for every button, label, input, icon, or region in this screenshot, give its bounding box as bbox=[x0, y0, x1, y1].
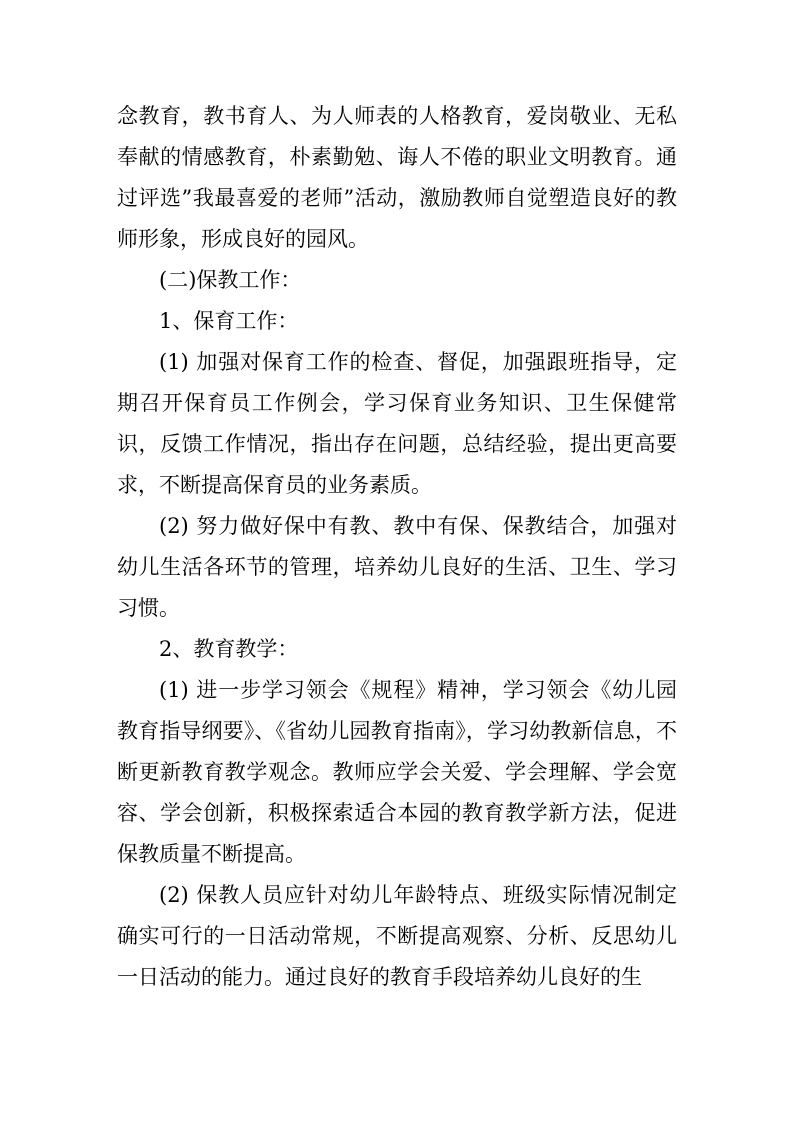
subsection-heading-care-work: 1、保育工作： bbox=[159, 309, 299, 333]
document-body bbox=[117, 96, 677, 998]
paragraph-teaching-item-2: (2) 保教人员应针对幼儿年龄特点、班级实际情况制定确实可行的一日活动常规，不断提高观察、分析、反思幼儿一日活动的能力。通过良好的教育手段培养幼儿良好的生 bbox=[117, 883, 677, 989]
paragraph-care-item-2: (2) 努力做好保中有教、教中有保、保教结合，加强对幼儿生活各环节的管理，培养幼儿良好的生活、卫生、学习习惯。 bbox=[117, 514, 677, 620]
subsection-heading-teaching: 2、教育教学： bbox=[159, 637, 299, 661]
paragraph-teaching-item-1: (1) 进一步学习领会《规程》精神，学习领会《幼儿园教育指导纲要》、《省幼儿园教育指南》，学习幼教新信息，不断更新教育教学观念。教师应学会关爱、学会理解、学会宽容、学会创新，积极探索适合本园的教育教学新方法，促进保教质量不断提高。 bbox=[117, 678, 677, 866]
section-heading-care-education: (二)保教工作： bbox=[159, 268, 302, 292]
paragraph-continuation: 念教育，教书育人、为人师表的人格教育，爱岗敬业、无私奉献的情感教育，朴素勤勉、诲人不倦的职业文明教育。通过评选”我最喜爱的老师”活动，激励教师自觉塑造良好的教师形象，形成良好的园风。 bbox=[117, 104, 677, 251]
paragraph-care-item-1: (1) 加强对保育工作的检查、督促，加强跟班指导，定期召开保育员工作例会，学习保育业务知识、卫生保健常识，反馈工作情况，指出存在问题，总结经验，提出更高要求，不断提高保育员的业务素质。 bbox=[117, 350, 677, 497]
